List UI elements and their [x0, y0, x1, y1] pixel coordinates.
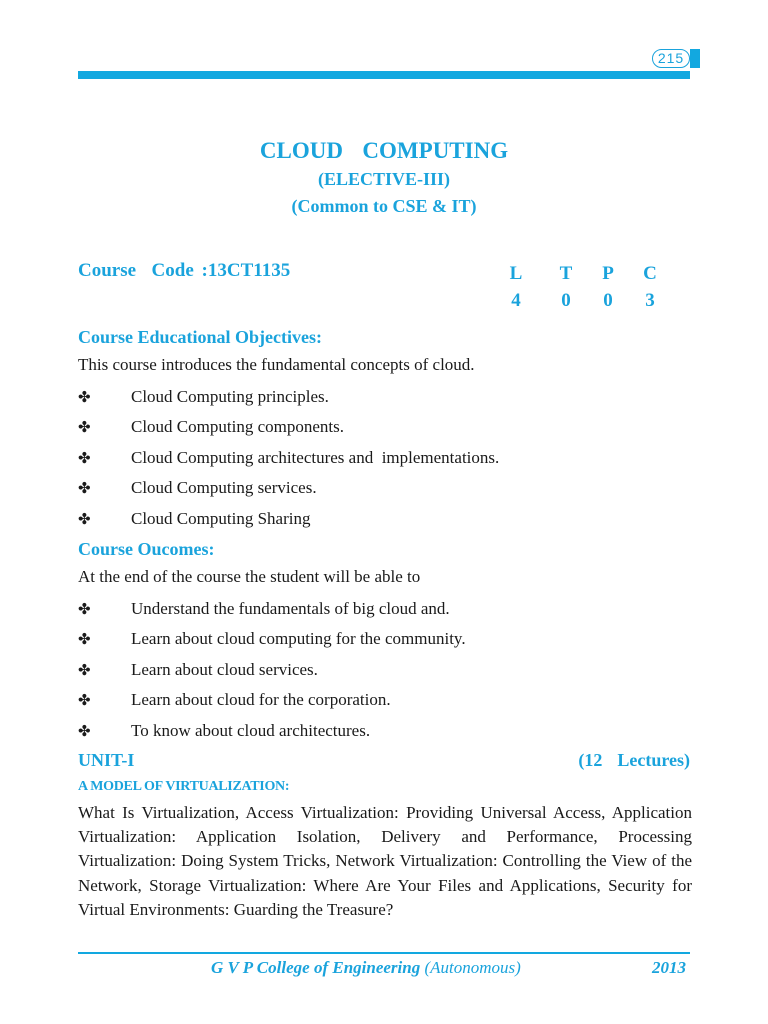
ltpc-column-c: [638, 260, 662, 314]
bullet-icon: ✤: [78, 509, 91, 528]
ltpc-label: C: [643, 263, 657, 284]
bullet-icon: ✤: [78, 448, 91, 467]
list-item-text: Learn about cloud computing for the community.: [131, 629, 466, 649]
unit-subtitle: A MODEL OF VIRTUALIZATION:: [78, 779, 290, 794]
outcomes-heading: Course Oucomes:: [78, 539, 215, 559]
bullet-icon: ✤: [78, 630, 91, 649]
unit-body: What Is Virtualization, Access Virtualization: Providing Universal Access, Application Virtualization: Application Isolation, Delivery and Performance, Processing Virtualization: Doing System Tricks, Network Virtualization: Controlling the View of the Network, Storage Virtualization: Where Are Your Files and Applications, Security for Virtual Environments: Guarding the Treasure?: [78, 803, 692, 919]
autonomous-label: (Autonomous): [424, 958, 521, 977]
ltpc-label: T: [559, 263, 573, 284]
ltpc-value: 3: [645, 290, 655, 311]
bullet-icon: ✤: [78, 479, 91, 498]
elective-label: (ELECTIVE-III): [317, 169, 451, 189]
list-item-text: Cloud Computing services.: [131, 478, 317, 498]
top-rule: [78, 71, 690, 79]
unit-title: UNIT-I: [78, 750, 135, 770]
bullet-icon: ✤: [78, 388, 91, 406]
page-number-tab: [690, 49, 700, 68]
bottom-rule: [78, 952, 690, 954]
college-name: G V P College of Engineering: [211, 958, 421, 977]
ltpc-column-p: [596, 260, 620, 314]
course-code: Course Code :13CT1135: [78, 260, 291, 281]
bullet-icon: ✤: [78, 600, 91, 618]
outcomes-intro: At the end of the course the student will be able to: [78, 567, 421, 586]
bullet-icon: ✤: [78, 691, 91, 710]
ltpc-label: P: [602, 263, 614, 284]
unit-lectures: (12 Lectures): [578, 750, 690, 770]
bullet-icon: ✤: [78, 721, 91, 740]
list-item-text: Understand the fundamentals of big cloud and.: [131, 599, 450, 618]
course-title: CLOUD COMPUTING: [259, 138, 509, 163]
ltpc-value: 0: [603, 290, 613, 311]
list-item-text: Cloud Computing architectures and implementations.: [131, 447, 500, 467]
bullet-icon: ✤: [78, 418, 91, 437]
footer-college: [211, 958, 521, 978]
list-item-text: Cloud Computing principles.: [131, 387, 329, 406]
footer-year: 2013: [652, 958, 686, 977]
objectives-intro: This course introduces the fundamental concepts of cloud.: [78, 355, 475, 374]
objectives-heading: Course Educational Objectives:: [78, 327, 322, 347]
ltpc-label: L: [509, 263, 523, 284]
ltpc-column-t: [554, 260, 578, 314]
list-item-text: To know about cloud architectures.: [131, 720, 371, 740]
ltpc-value: 4: [511, 290, 521, 311]
ltpc-value: 0: [561, 290, 571, 311]
list-item-text: Learn about cloud services.: [131, 659, 318, 679]
list-item-text: Cloud Computing components.: [131, 417, 344, 437]
page-number: 215: [652, 49, 690, 68]
list-item-text: Cloud Computing Sharing: [131, 508, 311, 528]
common-label: (Common to CSE & IT): [291, 196, 477, 216]
bullet-icon: ✤: [78, 660, 91, 679]
list-item-text: Learn about cloud for the corporation.: [131, 690, 391, 710]
ltpc-column-l: [504, 260, 528, 314]
